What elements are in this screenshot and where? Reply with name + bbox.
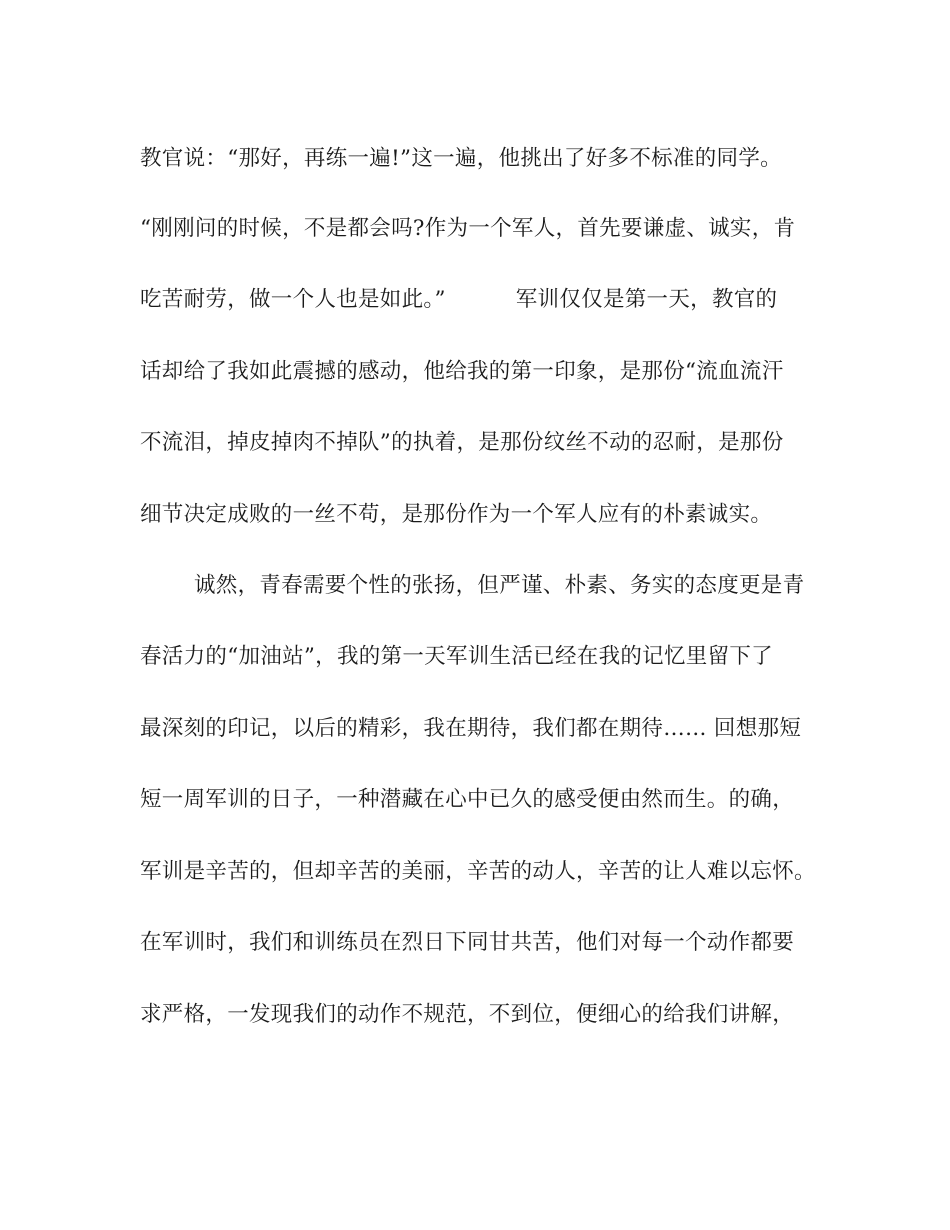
text-line: 短一周军训的日子，一种潜藏在心中已久的感受便由然而生。的确，: [140, 787, 795, 812]
text-line: 细节决定成败的一丝不苟，是那份作为一个军人应有的朴素诚实。: [140, 502, 773, 527]
text-line: 话却给了我如此震撼的感动，他给我的第一印象，是那份“流血流汗: [140, 359, 784, 384]
text-line: [140, 287, 820, 313]
text-line: 春活力的“加油站”，我的第一天军训生活已经在我的记忆里留下了: [140, 644, 773, 669]
text-line: 求严格，一发现我们的动作不规范，不到位，便细心的给我们讲解，: [140, 1002, 795, 1027]
text-line: “刚刚问的时候，不是都会吗?作为一个军人，首先要谦虚、诚实，肯: [140, 216, 796, 241]
text-segment: 军训仅仅是第一天，教官的: [515, 287, 778, 312]
text-line: 不流泪，掉皮掉肉不掉队”的执着，是那份纹丝不动的忍耐，是那份: [140, 430, 784, 455]
text-segment: 吃苦耐劳，做一个人也是如此。”: [140, 287, 446, 312]
text-line: 最深刻的印记，以后的精彩，我在期待，我们都在期待…… 回想那短: [140, 716, 802, 741]
text-line: 教官说：“那好，再练一遍!”这一遍，他挑出了好多不标准的同学。: [140, 146, 782, 171]
paragraph-first-line: 诚然，青春需要个性的张扬，但严谨、朴素、务实的态度更是青: [194, 573, 805, 598]
text-line: 军训是辛苦的，但却辛苦的美丽，辛苦的动人，辛苦的让人难以忘怀。: [140, 859, 816, 884]
text-line: 在军训时，我们和训练员在烈日下同甘共苦，他们对每一个动作都要: [140, 930, 795, 955]
